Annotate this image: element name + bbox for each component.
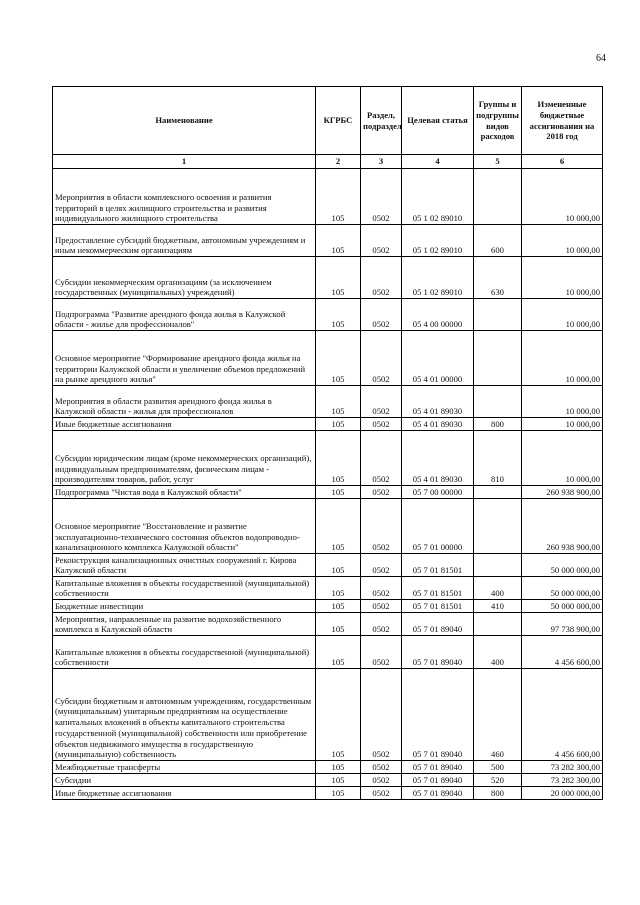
column-number: 2	[316, 155, 361, 169]
cell-kgrbs: 105	[316, 431, 361, 486]
cell-razdel: 0502	[361, 600, 402, 613]
cell-sum: 10 000,00	[522, 225, 603, 257]
table-row	[53, 225, 603, 257]
cell-group: 410	[474, 600, 522, 613]
cell-name: Мероприятия в области комплексного освоения и развития территорий в целях жилищного строительства и развития индивидуального жилищного строительства	[53, 169, 316, 225]
cell-target: 05 7 01 89040	[402, 787, 474, 800]
cell-name: Субсидии	[53, 774, 316, 787]
cell-group: 810	[474, 431, 522, 486]
cell-sum: 10 000,00	[522, 331, 603, 386]
cell-kgrbs: 105	[316, 636, 361, 669]
cell-name: Иные бюджетные ассигнования	[53, 787, 316, 800]
header-razdel: Раздел, подраздел	[361, 87, 402, 155]
cell-kgrbs: 105	[316, 554, 361, 577]
cell-target: 05 7 01 89040	[402, 636, 474, 669]
table-row	[53, 331, 603, 386]
cell-group	[474, 613, 522, 636]
table-row	[53, 431, 603, 486]
cell-razdel: 0502	[361, 331, 402, 386]
cell-kgrbs: 105	[316, 669, 361, 761]
cell-kgrbs: 105	[316, 613, 361, 636]
cell-razdel: 0502	[361, 669, 402, 761]
column-number-row	[53, 155, 603, 169]
cell-target: 05 4 01 00000	[402, 331, 474, 386]
cell-group: 400	[474, 577, 522, 600]
cell-sum: 10 000,00	[522, 169, 603, 225]
cell-kgrbs: 105	[316, 761, 361, 774]
cell-name: Субсидии юридическим лицам (кроме некоммерческих организаций), индивидуальным предпринимателям, физическим лицам - производителям товаров, работ, услуг	[53, 431, 316, 486]
cell-sum: 10 000,00	[522, 257, 603, 299]
cell-razdel: 0502	[361, 613, 402, 636]
cell-razdel: 0502	[361, 761, 402, 774]
cell-name: Основное мероприятие "Формирование арендного фонда жилья на территории Калужской области и увеличение объемов предложений на рынке арендного жилья"	[53, 331, 316, 386]
cell-group: 460	[474, 669, 522, 761]
cell-sum: 50 000 000,00	[522, 600, 603, 613]
budget-table	[52, 86, 603, 800]
table-row	[53, 761, 603, 774]
cell-target: 05 4 00 00000	[402, 299, 474, 331]
cell-name: Мероприятия, направленные на развитие водохозяйственного комплекса в Калужской области	[53, 613, 316, 636]
column-number: 3	[361, 155, 402, 169]
cell-target: 05 1 02 89010	[402, 169, 474, 225]
cell-group	[474, 554, 522, 577]
cell-sum: 20 000 000,00	[522, 787, 603, 800]
cell-kgrbs: 105	[316, 787, 361, 800]
cell-razdel: 0502	[361, 554, 402, 577]
cell-target: 05 7 01 89040	[402, 761, 474, 774]
table-row	[53, 169, 603, 225]
cell-razdel: 0502	[361, 499, 402, 554]
cell-target: 05 4 01 89030	[402, 418, 474, 431]
cell-name: Капитальные вложения в объекты государственной (муниципальной) собственности	[53, 577, 316, 600]
table-row	[53, 613, 603, 636]
cell-group: 500	[474, 761, 522, 774]
table-row	[53, 787, 603, 800]
cell-name: Подпрограмма "Чистая вода в Калужской области"	[53, 486, 316, 499]
cell-razdel: 0502	[361, 225, 402, 257]
table-row	[53, 577, 603, 600]
header-groups: Группы и подгруппы видов расходов	[474, 87, 522, 155]
cell-sum: 50 000 000,00	[522, 554, 603, 577]
cell-razdel: 0502	[361, 386, 402, 418]
cell-kgrbs: 105	[316, 577, 361, 600]
header-sum: Измененные бюджетные ассигнования на 2018 год	[522, 87, 603, 155]
cell-group: 520	[474, 774, 522, 787]
cell-sum: 97 738 900,00	[522, 613, 603, 636]
cell-sum: 260 938 900,00	[522, 499, 603, 554]
cell-sum: 4 456 600,00	[522, 636, 603, 669]
cell-group	[474, 331, 522, 386]
cell-sum: 50 000 000,00	[522, 577, 603, 600]
cell-name: Реконструкция канализационных очистных сооружений г. Кирова Калужской области	[53, 554, 316, 577]
header-kgrbs: КГРБС	[316, 87, 361, 155]
cell-name: Капитальные вложения в объекты государственной (муниципальной) собственности	[53, 636, 316, 669]
cell-target: 05 4 01 89030	[402, 386, 474, 418]
table-row	[53, 418, 603, 431]
cell-group: 400	[474, 636, 522, 669]
cell-kgrbs: 105	[316, 499, 361, 554]
column-number: 6	[522, 155, 603, 169]
cell-sum: 10 000,00	[522, 418, 603, 431]
table-row	[53, 774, 603, 787]
cell-target: 05 7 01 89040	[402, 774, 474, 787]
cell-group	[474, 499, 522, 554]
cell-name: Предоставление субсидий бюджетным, автономным учреждениям и иным некоммерческим организациям	[53, 225, 316, 257]
cell-kgrbs: 105	[316, 418, 361, 431]
cell-kgrbs: 105	[316, 600, 361, 613]
table-body	[53, 169, 603, 800]
cell-name: Субсидии некоммерческим организациям (за исключением государственных (муниципальных) учреждений)	[53, 257, 316, 299]
table-row	[53, 486, 603, 499]
column-number: 4	[402, 155, 474, 169]
table-row	[53, 636, 603, 669]
table-row	[53, 554, 603, 577]
cell-sum: 4 456 600,00	[522, 669, 603, 761]
cell-group: 800	[474, 418, 522, 431]
cell-sum: 10 000,00	[522, 431, 603, 486]
cell-target: 05 1 02 89010	[402, 225, 474, 257]
cell-razdel: 0502	[361, 486, 402, 499]
cell-target: 05 1 02 89010	[402, 257, 474, 299]
cell-target: 05 7 01 89040	[402, 669, 474, 761]
column-number: 5	[474, 155, 522, 169]
cell-group	[474, 486, 522, 499]
header-name: Наименование	[53, 87, 316, 155]
cell-target: 05 4 01 89030	[402, 431, 474, 486]
cell-kgrbs: 105	[316, 225, 361, 257]
cell-target: 05 7 00 00000	[402, 486, 474, 499]
column-number: 1	[53, 155, 316, 169]
cell-kgrbs: 105	[316, 331, 361, 386]
cell-razdel: 0502	[361, 169, 402, 225]
table-row	[53, 499, 603, 554]
cell-razdel: 0502	[361, 257, 402, 299]
cell-razdel: 0502	[361, 787, 402, 800]
table-row	[53, 669, 603, 761]
cell-target: 05 7 01 81501	[402, 554, 474, 577]
cell-group	[474, 386, 522, 418]
cell-name: Субсидии бюджетным и автономным учреждениям, государственным (муниципальным) унитарным предприятиям на осуществление капитальных вложений в объекты капитального строительства государственной (муниципальной) собственности или приобретение объектов недвижимого имущества в государственную (муниципальную) собственность	[53, 669, 316, 761]
cell-group: 800	[474, 787, 522, 800]
cell-sum: 260 938 900,00	[522, 486, 603, 499]
cell-sum: 73 282 300,00	[522, 761, 603, 774]
table-row	[53, 299, 603, 331]
cell-kgrbs: 105	[316, 299, 361, 331]
cell-sum: 10 000,00	[522, 299, 603, 331]
cell-name: Мероприятия в области развития арендного фонда жилья в Калужской области - жилья для профессионалов	[53, 386, 316, 418]
cell-name: Межбюджетные трансферты	[53, 761, 316, 774]
page-number: 64	[596, 53, 606, 64]
cell-target: 05 7 01 89040	[402, 613, 474, 636]
cell-target: 05 7 01 81501	[402, 577, 474, 600]
table-row	[53, 386, 603, 418]
cell-target: 05 7 01 00000	[402, 499, 474, 554]
cell-name: Иные бюджетные ассигнования	[53, 418, 316, 431]
cell-sum: 73 282 300,00	[522, 774, 603, 787]
cell-target: 05 7 01 81501	[402, 600, 474, 613]
cell-kgrbs: 105	[316, 257, 361, 299]
cell-razdel: 0502	[361, 418, 402, 431]
cell-kgrbs: 105	[316, 386, 361, 418]
header-row	[53, 87, 603, 155]
cell-sum: 10 000,00	[522, 386, 603, 418]
cell-group: 600	[474, 225, 522, 257]
cell-name: Подпрограмма "Развитие арендного фонда жилья в Калужской области - жилье для профессионалов"	[53, 299, 316, 331]
cell-group	[474, 169, 522, 225]
cell-razdel: 0502	[361, 431, 402, 486]
cell-group: 630	[474, 257, 522, 299]
cell-kgrbs: 105	[316, 486, 361, 499]
cell-name: Бюджетные инвестиции	[53, 600, 316, 613]
cell-name: Основное мероприятие "Восстановление и развитие эксплуатационно-технического состояния объектов водопроводно-канализационного комплекса Калужской области"	[53, 499, 316, 554]
table-row	[53, 600, 603, 613]
cell-razdel: 0502	[361, 577, 402, 600]
cell-group	[474, 299, 522, 331]
cell-kgrbs: 105	[316, 774, 361, 787]
header-target: Целевая статья	[402, 87, 474, 155]
cell-razdel: 0502	[361, 636, 402, 669]
cell-razdel: 0502	[361, 299, 402, 331]
cell-kgrbs: 105	[316, 169, 361, 225]
table-row	[53, 257, 603, 299]
cell-razdel: 0502	[361, 774, 402, 787]
